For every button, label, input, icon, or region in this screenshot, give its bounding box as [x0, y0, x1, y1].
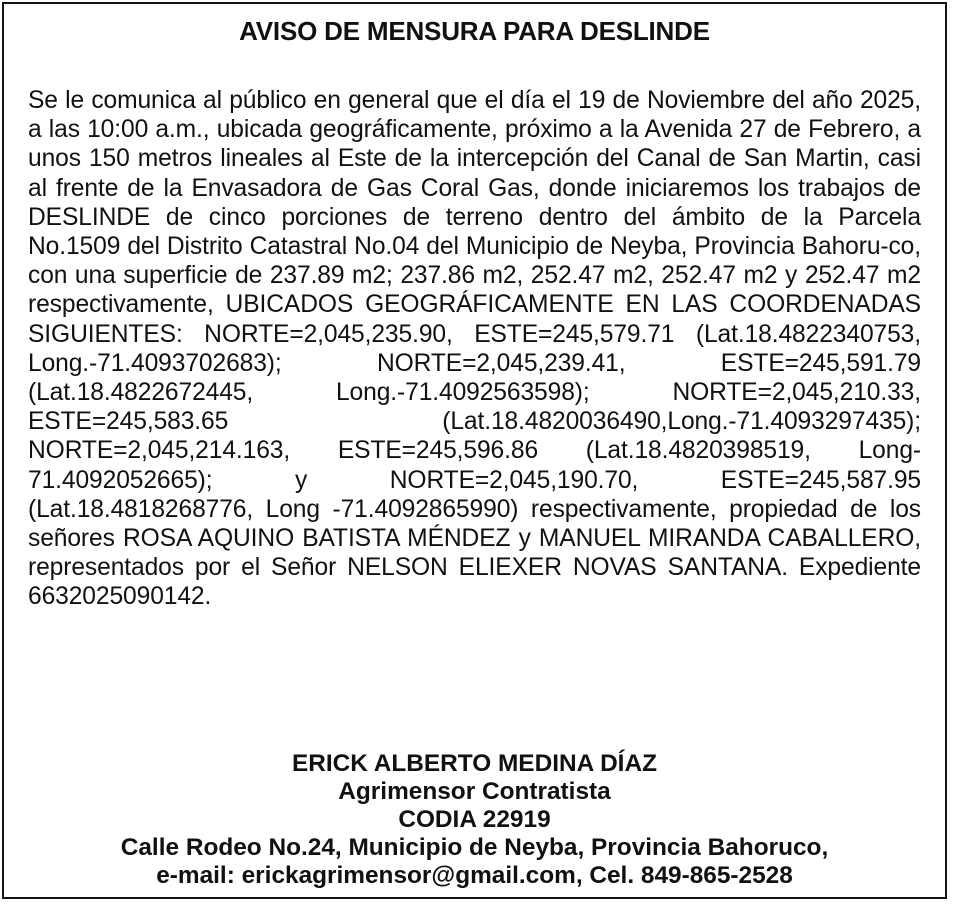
surveyor-role: Agrimensor Contratista [338, 778, 611, 805]
surveyor-name: ERICK ALBERTO MEDINA DÍAZ [292, 750, 657, 777]
codia-number: CODIA 22919 [398, 806, 551, 833]
notice-title: AVISO DE MENSURA PARA DESLINDE [239, 16, 710, 46]
signature-block [4, 750, 945, 890]
notice-body: Se le comunica al público en general que el día el 19 de Noviembre del año 2025, a las 10:00 a.m., ubicada geográficamente, próximo a la Avenida 27 de Febrero, a unos 150 metros lineales al Este de la intercepción del Canal de San Martin, casi al frente de la Envasadora de Gas Coral Gas, donde iniciaremos los trabajos de DESLINDE de cinco porciones de terreno dentro del ámbito de la Parcela No.1509 del Distrito Catastral No.04 del Municipio de Neyba, Provincia Bahoru-co, con una superficie de 237.89 m2; 237.86 m2, 252.47 m2, 252.47 m2 y 252.47 m2 respectivamente, UBICADOS GEOGRÁFICAMENTE EN LAS COORDENADAS SIGUIENTES: NORTE=2,045,235.90, ESTE=245,579.71 (Lat.18.4822340753, Long.-71.4093702683); NORTE=2,045,239.41, ESTE=245,591.79 (Lat.18.4822672445, Long.-71.4092563598); NORTE=2,045,210.33, ESTE=245,583.65 (Lat.18.4820036490,Long.-71.4093297435); NORTE=2,045,214.163, ESTE=245,596.86 (Lat.18.4820398519, Long-71.4092052665); y NORTE=2,045,190.70, ESTE=245,587.95 (Lat.18.4818268776, Long -71.4092865990) respectivamente, propiedad de los señores ROSA AQUINO BATISTA MÉNDEZ y MANUEL MIRANDA CABALLERO, representados por el Señor NELSON ELIEXER NOVAS SANTANA. Expediente 6632025090142. [28, 87, 921, 611]
surveyor-address: Calle Rodeo No.24, Municipio de Neyba, Provincia Bahoruco, [120, 834, 829, 861]
notice-box [2, 2, 947, 899]
surveyor-contact: e-mail: erickagrimensor@gmail.com, Cel. 849-865-2528 [156, 862, 793, 889]
